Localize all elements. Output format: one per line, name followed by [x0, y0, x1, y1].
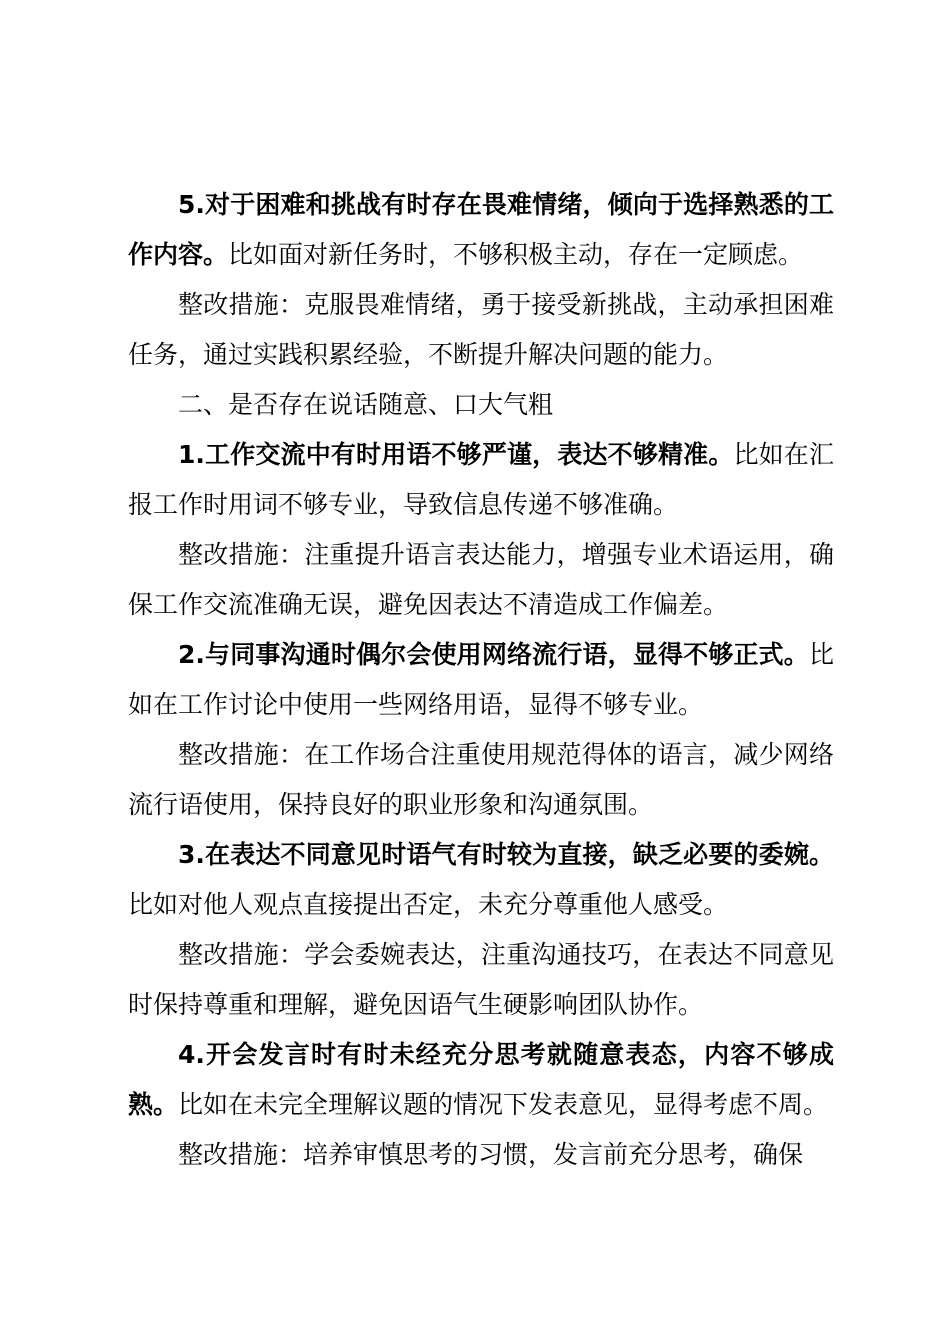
paragraph-heading: 2.与同事沟通时偶尔会使用网络流行语，显得不够正式。 [178, 640, 809, 669]
paragraph-1 [128, 180, 834, 280]
paragraph-heading: 5.对于困难和挑战有时存在畏难情绪，倾向于选择熟悉的工作内容。 [128, 190, 834, 269]
paragraph-text: 比如在工作讨论中使用一些网络用语，显得不够专业。 [128, 640, 834, 719]
paragraph-text: 整改措施：在工作场合注重使用规范得体的语言，减少网络流行语使用，保持良好的职业形象和沟通氛围。 [128, 740, 834, 819]
paragraph-8 [128, 930, 834, 1030]
paragraph-7 [128, 830, 834, 930]
paragraph-text: 整改措施：培养审慎思考的习惯，发言前充分思考，确保 [178, 1140, 804, 1169]
paragraph-4 [128, 530, 834, 630]
paragraph-text: 整改措施：克服畏难情绪，勇于接受新挑战，主动承担困难任务，通过实践积累经验，不断提升解决问题的能力。 [128, 290, 834, 369]
paragraph-9 [128, 1030, 834, 1130]
paragraph-6 [128, 730, 834, 830]
paragraph-text: 整改措施：学会委婉表达，注重沟通技巧，在表达不同意见时保持尊重和理解，避免因语气生硬影响团队协作。 [128, 940, 834, 1019]
paragraph-heading: 4.开会发言时有时未经充分思考就随意表态，内容不够成熟。 [128, 1040, 834, 1119]
paragraph-heading: 1.工作交流中有时用语不够严谨，表达不够精准。 [178, 440, 734, 469]
paragraph-text: 比如对他人观点直接提出否定，未充分尊重他人感受。 [128, 890, 729, 919]
document-body [128, 180, 834, 1180]
paragraph-text: 比如面对新任务时，不够积极主动，存在一定顾虑。 [228, 240, 804, 269]
section-heading-text: 二、是否存在说话随意、口大气粗 [178, 390, 554, 419]
section-heading [128, 380, 834, 430]
paragraph-5 [128, 630, 834, 730]
paragraph-2 [128, 280, 834, 380]
paragraph-3 [128, 430, 834, 530]
paragraph-heading: 3.在表达不同意见时语气有时较为直接，缺乏必要的委婉。 [178, 840, 834, 869]
paragraph-10 [128, 1130, 834, 1180]
paragraph-text: 比如在汇报工作时用词不够专业，导致信息传递不够准确。 [128, 440, 834, 519]
paragraph-text: 整改措施：注重提升语言表达能力，增强专业术语运用，确保工作交流准确无误，避免因表达不清造成工作偏差。 [128, 540, 834, 619]
paragraph-text: 比如在未完全理解议题的情况下发表意见，显得考虑不周。 [178, 1090, 829, 1119]
